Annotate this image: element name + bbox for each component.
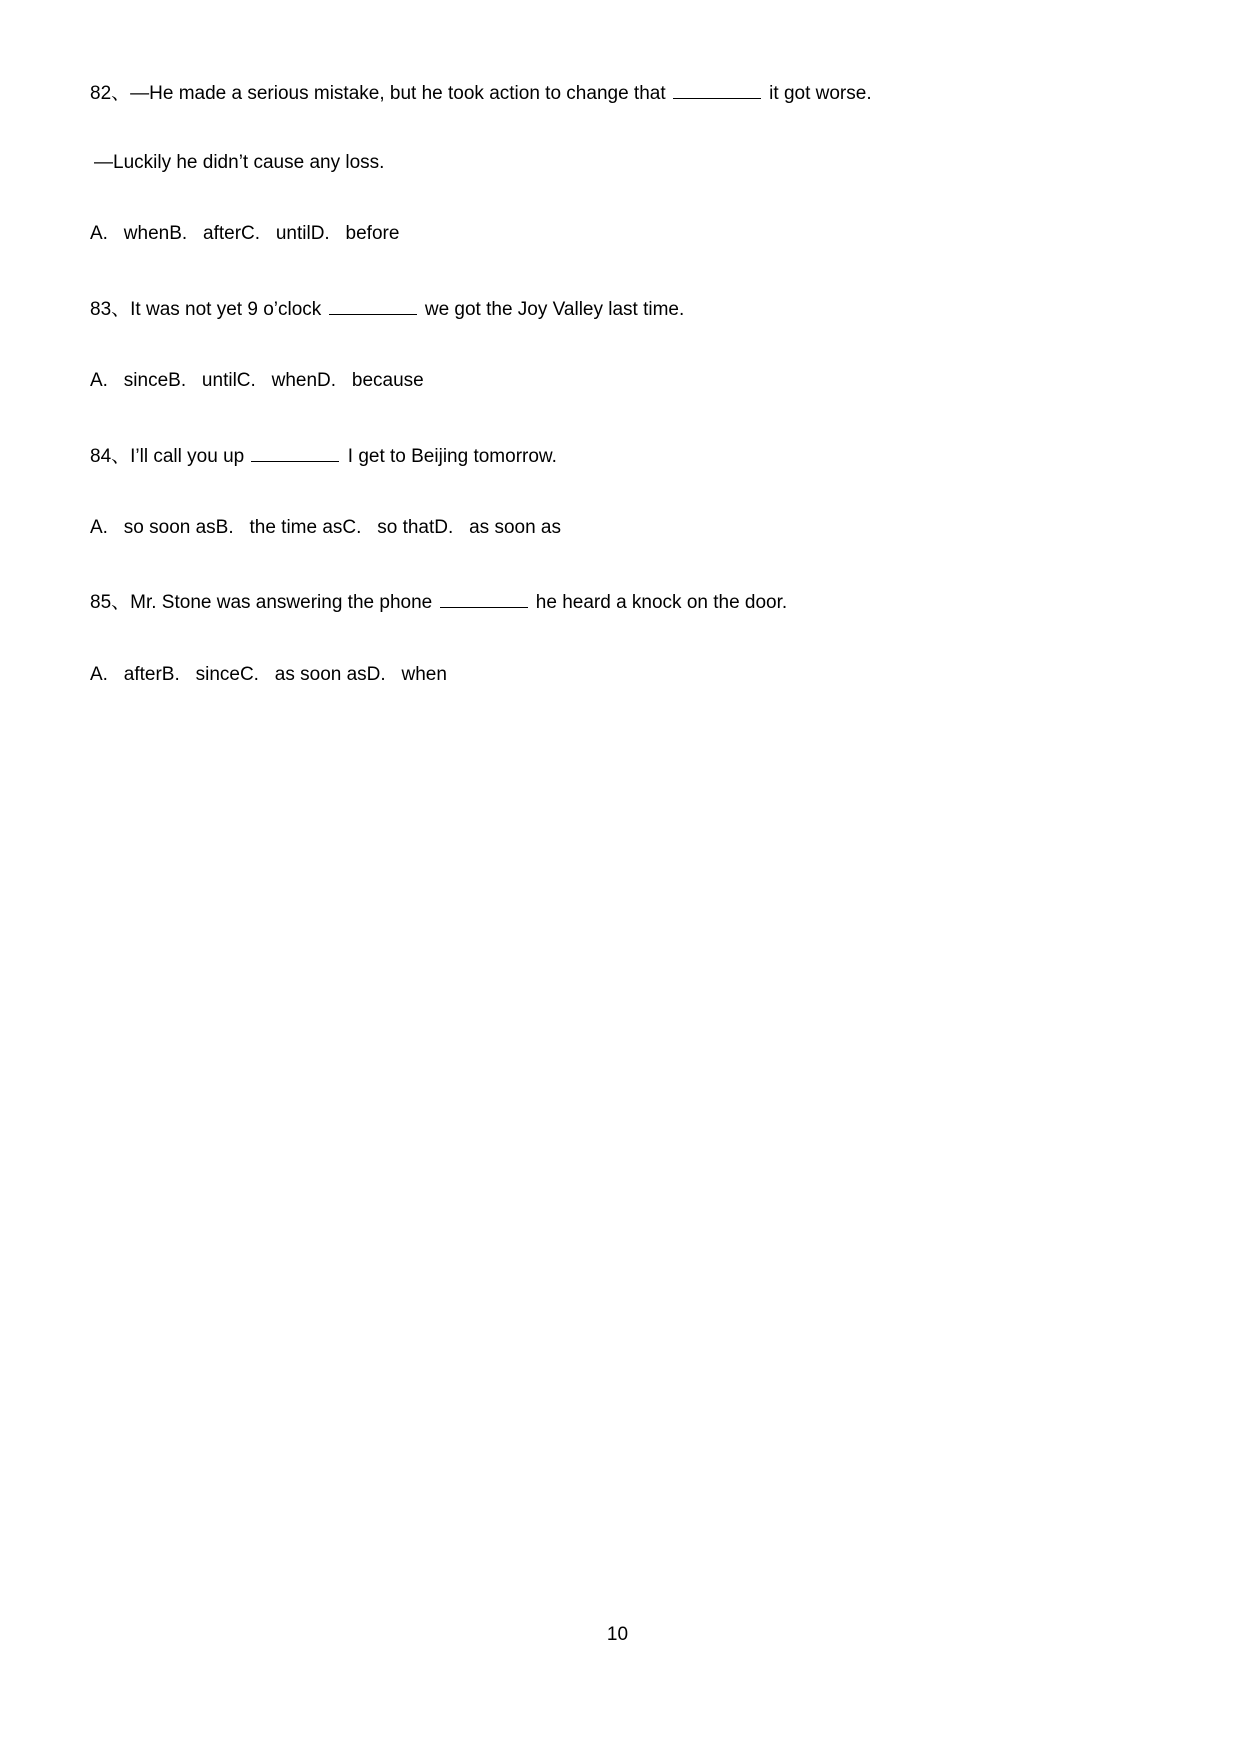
question-83-stem <box>90 296 684 322</box>
question-83-options: A. sinceB. untilC. whenD. because <box>90 370 424 391</box>
question-text-before-blank: I’ll call you up <box>130 446 250 467</box>
question-text-after-blank: he heard a knock on the door. <box>530 592 788 613</box>
answer-blank <box>251 443 339 462</box>
question-text-before-blank: —He made a serious mistake, but he took action to change that <box>130 83 671 104</box>
question-number: 82、 <box>90 83 131 104</box>
question-text-before-blank: Mr. Stone was answering the phone <box>130 592 438 613</box>
question-number: 85、 <box>90 592 131 613</box>
answer-blank <box>440 589 528 608</box>
question-number: 83、 <box>90 299 131 320</box>
question-85-stem <box>90 589 787 615</box>
question-text-before-blank: It was not yet 9 o’clock <box>130 299 327 320</box>
question-text-after-blank: I get to Beijing tomorrow. <box>342 446 557 467</box>
question-82-stem <box>90 80 872 106</box>
page-number: 10 <box>606 1624 629 1645</box>
question-85-options: A. afterB. sinceC. as soon asD. when <box>90 664 447 685</box>
question-number: 84、 <box>90 446 131 467</box>
answer-blank <box>673 80 761 99</box>
question-84-options: A. so soon asB. the time asC. so thatD. as soon as <box>90 517 562 538</box>
question-82-options: A. whenB. afterC. untilD. before <box>90 223 400 244</box>
question-82-reply: —Luckily he didn’t cause any loss. <box>94 152 385 173</box>
question-84-stem <box>90 443 557 469</box>
answer-blank <box>329 296 417 315</box>
question-text-after-blank: we got the Joy Valley last time. <box>419 299 685 320</box>
question-text-after-blank: it got worse. <box>763 83 872 104</box>
